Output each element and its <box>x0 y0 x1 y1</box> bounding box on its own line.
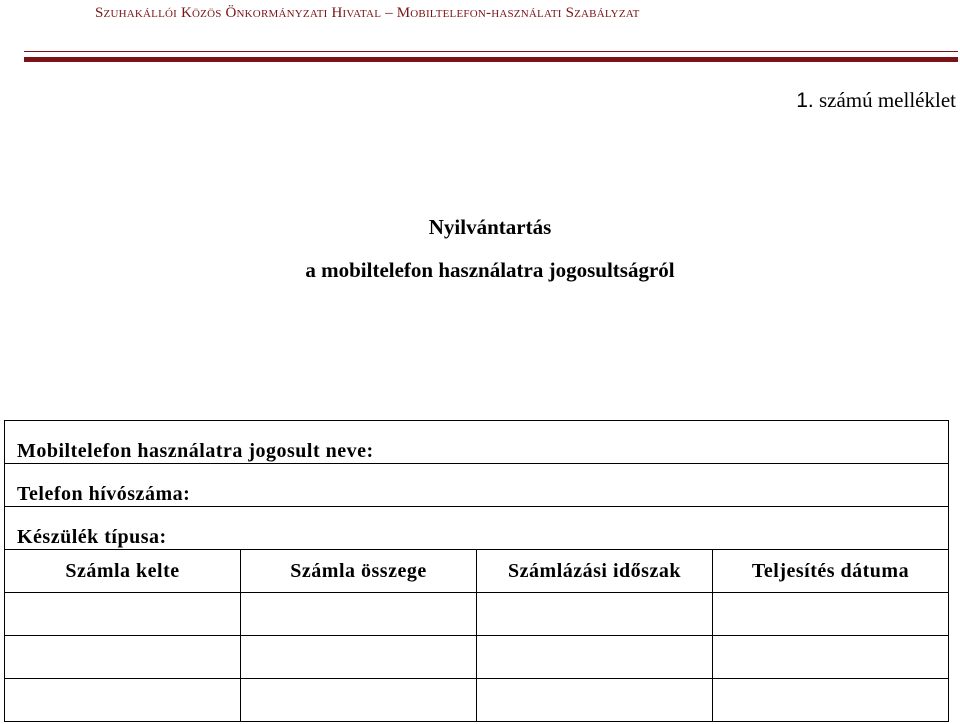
table-cell[interactable] <box>713 636 949 679</box>
table-cell[interactable] <box>241 679 477 722</box>
phone-label: Telefon hívószáma: <box>5 464 949 507</box>
header-rule-thin <box>24 51 958 52</box>
table-cell[interactable] <box>713 679 949 722</box>
column-header-billing-period: Számlázási időszak <box>477 550 713 593</box>
table-cell[interactable] <box>5 593 241 636</box>
column-header-invoice-amount: Számla összege <box>241 550 477 593</box>
registration-form-table <box>4 420 949 722</box>
table-cell[interactable] <box>477 593 713 636</box>
device-row <box>5 507 949 550</box>
name-row <box>5 421 949 464</box>
phone-row <box>5 464 949 507</box>
annex-text: számú melléklet <box>818 88 956 112</box>
running-header: Szuhakállói Közös Önkormányzati Hivatal – Mobiltelefon-használati Szabályzat <box>95 5 640 21</box>
table-cell[interactable] <box>241 636 477 679</box>
table-cell[interactable] <box>5 636 241 679</box>
table-row <box>5 593 949 636</box>
table-cell[interactable] <box>713 593 949 636</box>
name-label: Mobiltelefon használatra jogosult neve: <box>5 421 949 464</box>
table-cell[interactable] <box>241 593 477 636</box>
device-label: Készülék típusa: <box>5 507 949 550</box>
document-subtitle: a mobiltelefon használatra jogosultságról <box>305 258 675 282</box>
column-header-fulfillment-date: Teljesítés dátuma <box>713 550 949 593</box>
table-row <box>5 679 949 722</box>
table-cell[interactable] <box>477 679 713 722</box>
column-header-row <box>5 550 949 593</box>
table-cell[interactable] <box>477 636 713 679</box>
document-title: Nyilvántartás <box>428 215 552 239</box>
annex-label <box>796 88 956 113</box>
column-header-invoice-date: Számla kelte <box>5 550 241 593</box>
table-cell[interactable] <box>5 679 241 722</box>
header-rule-thick <box>24 57 958 62</box>
annex-number: 1. <box>796 89 814 112</box>
table-row <box>5 636 949 679</box>
